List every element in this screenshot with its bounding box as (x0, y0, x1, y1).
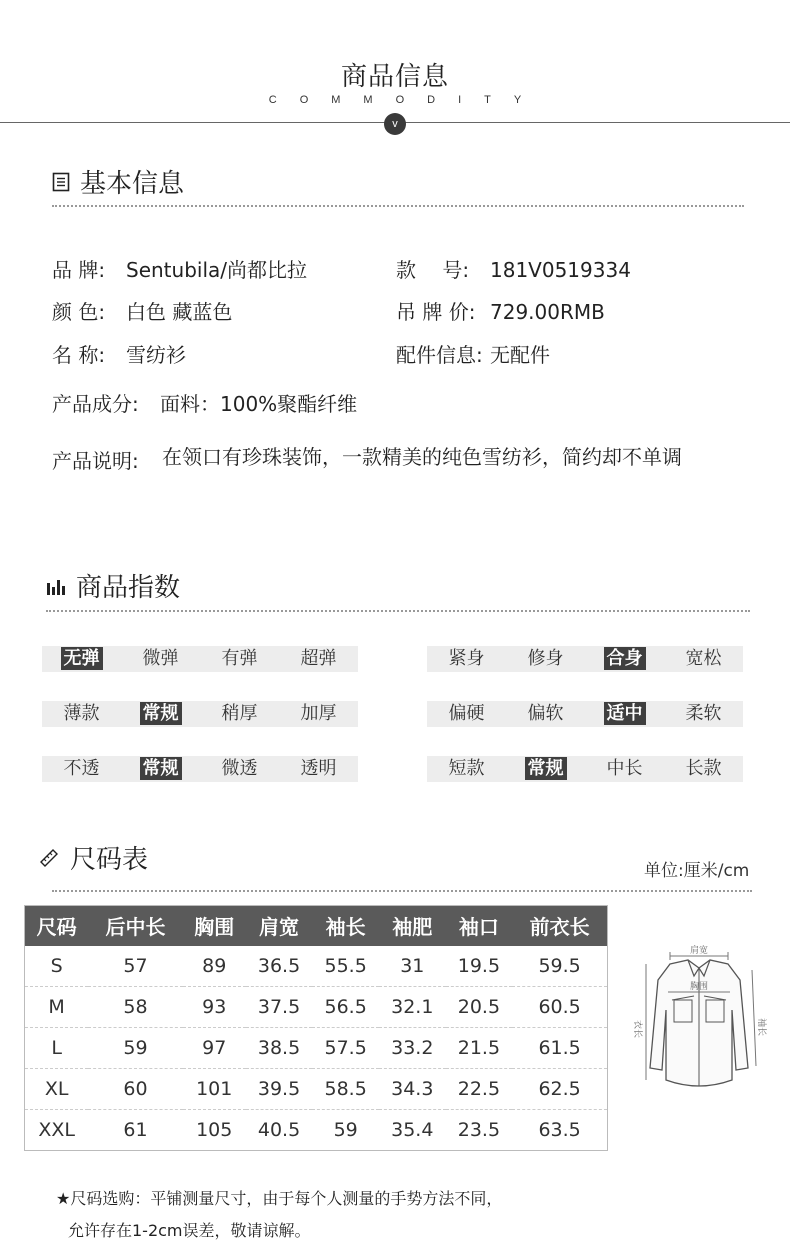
column-header: 袖长 (312, 906, 379, 946)
size-note-line1: ★尺码选购：平铺测量尺寸，由于每个人测量的手势方法不同， (56, 1189, 503, 1208)
index-row-softness (427, 701, 743, 727)
column-header: 袖口 (446, 906, 513, 946)
info-color: 颜 色: 白色 藏蓝色 (52, 300, 233, 324)
table-row (25, 1069, 608, 1110)
index-option: 中长 (606, 758, 643, 779)
index-option-selected: 常规 (121, 756, 200, 782)
table-cell: 23.5 (457, 1119, 501, 1141)
index-option: 柔软 (685, 703, 722, 724)
index-row-thickness (42, 701, 358, 727)
column-header: 胸围 (183, 906, 246, 946)
info-tag-price: 吊 牌 价: 729.00RMB (396, 300, 605, 324)
table-cell: XXL (38, 1119, 75, 1141)
table-cell: 19.5 (446, 946, 513, 987)
table-cell: 60.5 (512, 987, 607, 1028)
index-option: 偏软 (527, 703, 564, 724)
column-header: 前衣长 (512, 906, 607, 946)
index-option: 薄款 (63, 703, 100, 724)
section-title: 商品指数 (76, 573, 181, 603)
index-option-selected: 常规 (121, 701, 200, 727)
info-name: 名 称: 雪纺衫 (52, 343, 186, 367)
table-cell: 38.5 (246, 1028, 313, 1069)
index-option: 稍厚 (221, 703, 258, 724)
index-option: 透明 (300, 758, 337, 779)
page-title: 商品信息 (340, 62, 449, 92)
table-row (25, 987, 608, 1028)
table-cell: XL (25, 1069, 89, 1110)
index-option-selected: 适中 (585, 701, 664, 727)
table-cell: 57.5 (312, 1028, 379, 1069)
column-header: 肩宽 (246, 906, 313, 946)
dotted-divider (52, 205, 744, 207)
table-cell: 58.5 (312, 1069, 379, 1110)
dotted-divider (52, 890, 752, 892)
document-icon (52, 172, 70, 192)
table-cell: 59 (88, 1028, 182, 1069)
table-cell: 20.5 (446, 987, 513, 1028)
index-row-elasticity (42, 646, 358, 672)
index-option: 微透 (221, 758, 258, 779)
index-option: 短款 (448, 758, 485, 779)
table-cell: 59 (333, 1119, 358, 1141)
table-row (25, 1110, 608, 1151)
index-option: 长款 (685, 758, 722, 779)
table-cell: 63.5 (538, 1119, 581, 1141)
index-row-transparency (42, 756, 358, 782)
table-cell: 61.5 (512, 1028, 607, 1069)
index-row-length (427, 756, 743, 782)
table-cell: 59.5 (512, 946, 607, 987)
index-option: 不透 (63, 758, 100, 779)
table-cell: L (25, 1028, 89, 1069)
info-accessories: 配件信息: 无配件 (396, 343, 550, 367)
table-cell: 36.5 (246, 946, 313, 987)
table-cell: 39.5 (246, 1069, 313, 1110)
table-cell: 89 (183, 946, 246, 987)
size-note-line2: 允许存在1-2cm误差，敬请谅解。 (68, 1221, 311, 1240)
table-cell: 33.2 (379, 1028, 446, 1069)
diagram-label-length: 衣长 (632, 1020, 642, 1039)
table-cell: 105 (196, 1119, 233, 1141)
table-row (25, 946, 608, 987)
index-heading (46, 567, 180, 604)
shirt-measurement-diagram (628, 940, 770, 1100)
table-row (25, 1028, 608, 1069)
table-cell: 35.4 (391, 1119, 434, 1141)
table-cell: 60 (88, 1069, 182, 1110)
table-cell: 62.5 (512, 1069, 607, 1110)
table-cell: 34.3 (379, 1069, 446, 1110)
unit-label: 单位:厘米/cm (644, 861, 750, 881)
size-heading (38, 839, 148, 876)
table-cell: 37.5 (246, 987, 313, 1028)
diagram-label-shoulder: 肩宽 (689, 946, 709, 956)
index-option: 紧身 (448, 648, 485, 669)
basic-info-heading (52, 163, 184, 200)
chevron-down-icon: v (384, 113, 406, 135)
table-cell: 40.5 (257, 1119, 301, 1141)
index-option: 宽松 (685, 648, 722, 669)
dotted-divider (46, 610, 750, 612)
table-cell: 93 (183, 987, 246, 1028)
index-option: 微弹 (142, 648, 179, 669)
info-description: 产品说明: 在领口有珍珠装饰，一款精美的纯色雪纺衫，简约却不单调 (52, 445, 682, 473)
index-option-selected: 合身 (585, 646, 664, 672)
table-cell: 31 (379, 946, 446, 987)
table-cell: 56.5 (312, 987, 379, 1028)
table-cell: 32.1 (379, 987, 446, 1028)
table-header-row (25, 906, 608, 946)
table-cell: 21.5 (446, 1028, 513, 1069)
page-subtitle: COMMODITY (268, 94, 545, 106)
table-cell: 58 (88, 987, 182, 1028)
index-option: 偏硬 (448, 703, 485, 724)
table-cell: 55.5 (312, 946, 379, 987)
info-composition: 产品成分: 面料：100%聚酯纤维 (52, 392, 358, 416)
table-cell: 97 (183, 1028, 246, 1069)
column-header: 袖肥 (379, 906, 446, 946)
table-cell: 22.5 (446, 1069, 513, 1110)
column-header: 尺码 (25, 906, 89, 946)
index-option: 修身 (527, 648, 564, 669)
table-cell: M (25, 987, 89, 1028)
index-option-selected: 常规 (506, 756, 585, 782)
index-option-selected: 无弹 (42, 646, 121, 672)
info-style-number: 款 号: 181V0519334 (396, 258, 631, 282)
info-brand: 品 牌: Sentubila/尚都比拉 (52, 258, 307, 282)
diagram-label-chest: 胸围 (689, 982, 709, 992)
section-title: 基本信息 (80, 169, 185, 199)
table-cell: S (25, 946, 89, 987)
diagram-label-sleeve: 袖长 (756, 1018, 766, 1037)
ruler-icon (38, 847, 60, 869)
size-table (24, 905, 608, 1151)
section-title: 尺码表 (70, 845, 149, 875)
table-cell: 101 (183, 1069, 246, 1110)
bar-chart-icon (46, 577, 66, 595)
table-cell: 61 (123, 1119, 148, 1141)
index-option: 超弹 (300, 648, 337, 669)
table-cell: 57 (88, 946, 182, 987)
index-option: 有弹 (221, 648, 258, 669)
column-header: 后中长 (88, 906, 182, 946)
index-row-fit (427, 646, 743, 672)
index-option: 加厚 (300, 703, 337, 724)
